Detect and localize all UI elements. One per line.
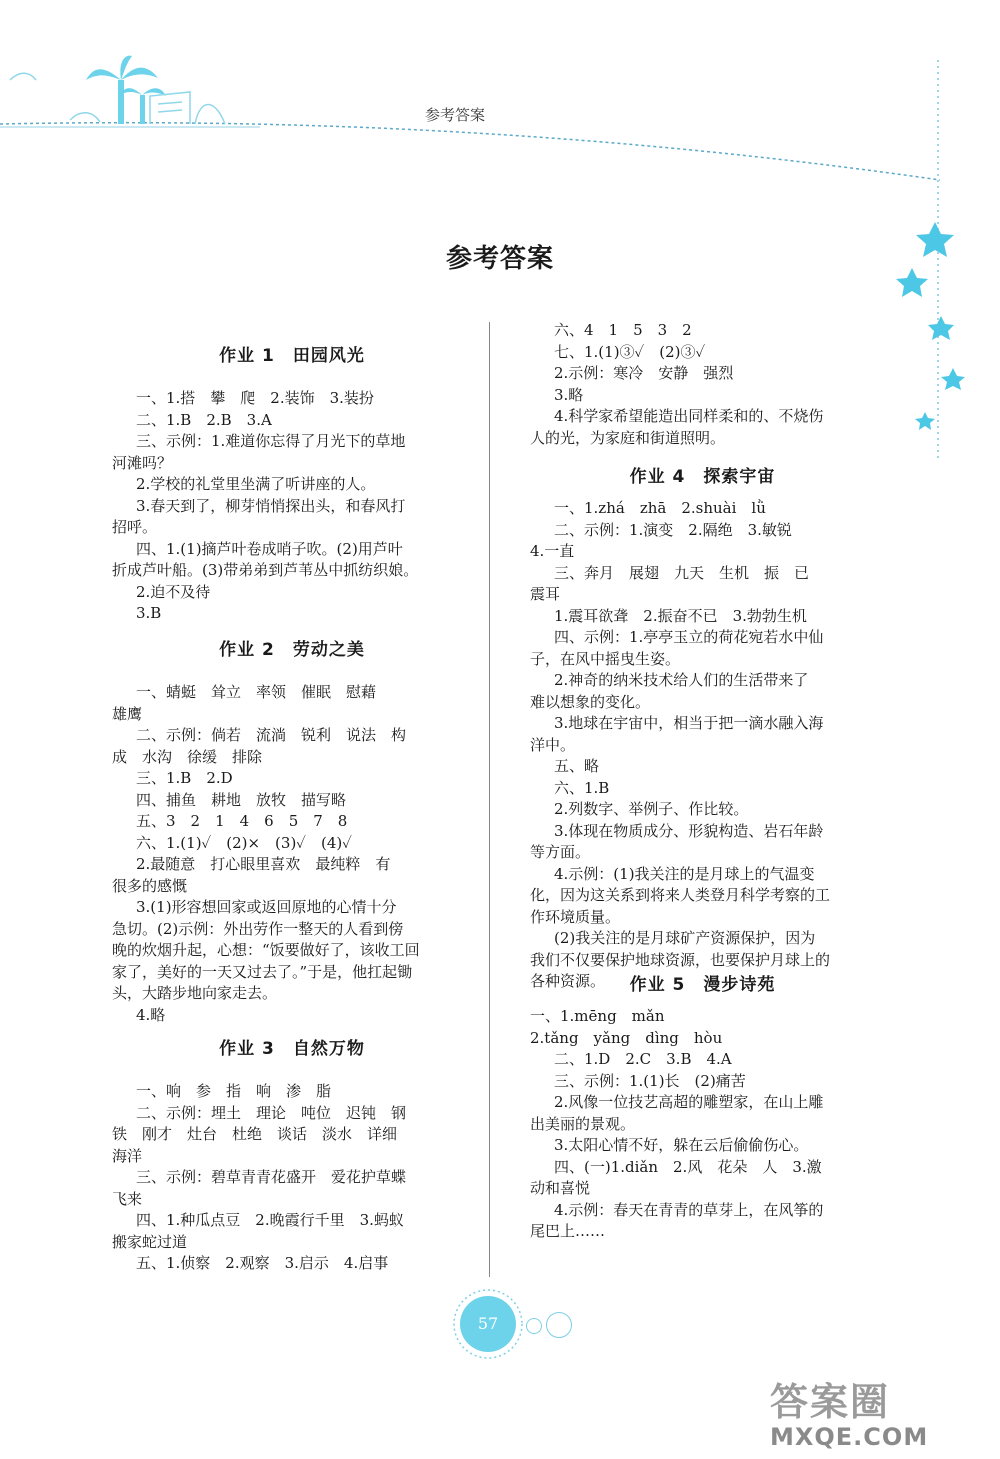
- answer-line: 六、1.B: [554, 778, 610, 797]
- answer-line: 动和喜悦: [530, 1179, 591, 1197]
- watermark-title: 答案圈: [770, 1380, 891, 1424]
- answer-line: 3.春天到了，柳芽悄悄探出头，和春风打: [136, 496, 406, 515]
- page-title: 参考答案: [445, 244, 554, 274]
- page-number: 57: [460, 1296, 516, 1352]
- answer-line: 折成芦叶船。(3)带弟弟到芦苇丛中抓纺织娘。: [112, 561, 419, 579]
- answer-line: 3.太阳心情不好，躲在云后偷偷伤心。: [554, 1136, 809, 1154]
- column-divider: [489, 322, 490, 1277]
- answer-line: 二、示例：埋土 理论 吨位 迟钝 钢: [136, 1103, 407, 1122]
- answer-line: 3.略: [554, 385, 584, 404]
- section-body: [530, 1006, 875, 1243]
- answer-line: 2.最随意 打心眼里喜欢 最纯粹 有: [136, 855, 391, 873]
- answer-line: 飞来: [112, 1189, 143, 1208]
- section-body: [530, 498, 875, 993]
- answer-line: 六、4 1 5 3 2: [554, 321, 692, 339]
- answer-line: 2.列数字、举例子、作比较。: [554, 800, 749, 818]
- answer-line: 2.学校的礼堂里坐满了听讲座的人。: [136, 475, 376, 493]
- answer-line: 一、响 参 指 响 渗 脂: [136, 1082, 332, 1100]
- answer-line: 三、示例：1.(1)长 (2)痛苦: [554, 1071, 746, 1090]
- answer-line: 3.体现在物质成分、形貌构造、岩石年龄: [554, 821, 824, 840]
- answer-line: 2.示例：寒冷 安静 强烈: [554, 364, 734, 382]
- section-title: 作业 5 漫步诗苑: [629, 975, 776, 995]
- building-sketch-icon: [10, 73, 225, 124]
- section-body: [112, 682, 472, 1026]
- running-header: 参考答案: [424, 106, 485, 124]
- answer-line: 铁 刚才 灶台 杜绝 谈话 淡水 详细: [112, 1125, 398, 1143]
- answer-line: 一、1.搭 攀 爬 2.装饰 3.装扮: [136, 389, 374, 407]
- answer-line: 二、1.D 2.C 3.B 4.A: [554, 1050, 732, 1068]
- section-title: 作业 4 探索宇宙: [629, 467, 776, 487]
- answer-line: 一、1.mēng mǎn: [530, 1007, 665, 1025]
- answer-line: 4.示例：(1)我关注的是月球上的气温变: [554, 864, 815, 883]
- answer-line: 3.(1)形容想回家或返回原地的心情十分: [136, 898, 397, 916]
- answer-line: 三、奔月 展翅 九天 生机 振 已: [554, 563, 810, 582]
- answer-line: 三、示例：1.难道你忘得了月光下的草地: [136, 432, 406, 450]
- answer-line: 急切。(2)示例：外出劳作一整天的人看到傍: [112, 919, 404, 938]
- answer-line: 四、示例：1.亭亭玉立的荷花宛若水中仙: [554, 628, 824, 646]
- answer-line: 3.地球在宇宙中，相当于把一滴水融入海: [554, 714, 824, 732]
- answer-line: 二、1.B 2.B 3.A: [136, 410, 272, 429]
- answer-line: 4.科学家希望能造出同样柔和的、不烧伤: [554, 407, 824, 425]
- answer-line: 六、1.(1)✓ (2)× (3)✓ (4)✓: [136, 833, 352, 852]
- section-body: [112, 388, 472, 625]
- answer-line: 2.神奇的纳米技术给人们的生活带来了: [554, 671, 809, 689]
- palm-tree-icon: [86, 56, 166, 124]
- answer-line: 各种资源。: [530, 972, 606, 990]
- answer-line: 雄鹰: [112, 704, 143, 723]
- section-block: [530, 460, 875, 993]
- section-title: 作业 2 劳动之美: [219, 640, 365, 660]
- answer-line: 头，大踏步地向家走去。: [112, 984, 278, 1002]
- answer-line: (2)我关注的是月球矿产资源保护，因为: [554, 929, 816, 947]
- answer-line: 2.迫不及待: [136, 582, 211, 601]
- answer-line: 河滩吗？: [112, 453, 173, 472]
- answer-line: 海洋: [112, 1146, 143, 1165]
- answer-line: 家了，美好的一天又过去了。”于是，他扛起锄: [112, 962, 413, 981]
- answer-line: 一、1.zhá zhā 2.shuài lǜ: [554, 499, 766, 517]
- answer-line: 我们不仅要保护地球资源，也要保护月球上的: [530, 950, 831, 969]
- continued-answers: [530, 320, 875, 449]
- decor-circle: [546, 1312, 572, 1338]
- answer-line: 2.风像一位技艺高超的雕塑家，在山上雕: [554, 1093, 824, 1111]
- answer-line: 4.一直: [530, 542, 575, 560]
- answer-line: 尾巴上……: [530, 1222, 606, 1240]
- answer-line: 招呼。: [112, 518, 158, 536]
- answer-line: 出美丽的景观。: [530, 1114, 636, 1133]
- answer-line: 作环境质量。: [530, 907, 621, 926]
- answer-line: 搬家蛇过道: [112, 1232, 188, 1251]
- section-block: [112, 339, 472, 625]
- answer-line: 4.示例：春天在青青的草芽上，在风筝的: [554, 1200, 824, 1219]
- answer-line: 很多的感慨: [112, 876, 188, 895]
- answer-line: 七、1.(1)③✓ (2)③✓: [554, 342, 706, 361]
- answer-line: 等方面。: [530, 843, 591, 861]
- answer-line: 人的光，为家庭和街道照明。: [530, 428, 726, 447]
- answer-line: 洋中。: [530, 735, 576, 754]
- star-icon: [941, 368, 965, 390]
- section-title: 作业 3 自然万物: [219, 1039, 365, 1059]
- answer-line: 成 水沟 徐缓 排除: [112, 747, 263, 766]
- answer-line: 一、蜻蜓 耸立 率领 催眠 慰藉: [136, 683, 377, 701]
- answer-line: 1.震耳欲聋 2.振奋不已 3.勃勃生机: [554, 606, 807, 625]
- answer-line: 四、1.种瓜点豆 2.晚霞行千里 3.蚂蚁: [136, 1211, 404, 1229]
- decor-circle: [526, 1318, 542, 1334]
- answer-line: 四、捕鱼 耕地 放牧 描写略: [136, 790, 347, 809]
- answer-line: 四、1.(1)摘芦叶卷成哨子吹。(2)用芦叶: [136, 539, 403, 558]
- answer-line: 晚的炊烟升起，心想：“饭要做好了，该收工回: [112, 941, 420, 959]
- header-dotted-line: [0, 123, 940, 180]
- answer-line: 二、示例：倘若 流淌 锐利 说法 构: [136, 726, 407, 744]
- answer-line: 三、示例：碧草青青花盛开 爱花护草蝶: [136, 1168, 407, 1186]
- watermark: [770, 1380, 995, 1455]
- answer-line: 五、1.侦察 2.观察 3.启示 4.启事: [136, 1254, 389, 1272]
- answer-line: 2.tǎng yǎng dìng hòu: [530, 1028, 723, 1047]
- section-title: 作业 1 田园风光: [219, 346, 365, 366]
- answer-line: 4.略: [136, 1005, 166, 1024]
- section-block: [530, 968, 875, 1243]
- watermark-url: MXQE.COM: [770, 1423, 929, 1451]
- section-body: [112, 1081, 472, 1275]
- section-block: [112, 633, 472, 1026]
- section-block: [112, 1032, 472, 1275]
- answer-line: 五、略: [554, 757, 600, 775]
- answer-line: 二、示例：1.演变 2.隔绝 3.敏锐: [554, 520, 792, 539]
- answer-line: 震耳: [530, 585, 561, 603]
- answer-line: 3.B: [136, 604, 162, 622]
- answer-line: 化，因为这关系到将来人类登月科学考察的工: [530, 886, 831, 904]
- star-icon: [928, 316, 954, 340]
- answer-line: 五、3 2 1 4 6 5 7 8: [136, 812, 348, 830]
- answer-line: 子，在风中摇曳生姿。: [530, 649, 681, 668]
- star-icon: [915, 412, 935, 430]
- answer-line: 四、(一)1.diǎn 2.风 花朵 人 3.激: [554, 1157, 822, 1176]
- answer-line: 难以想象的变化。: [530, 692, 651, 711]
- answer-line: 三、1.B 2.D: [136, 769, 233, 787]
